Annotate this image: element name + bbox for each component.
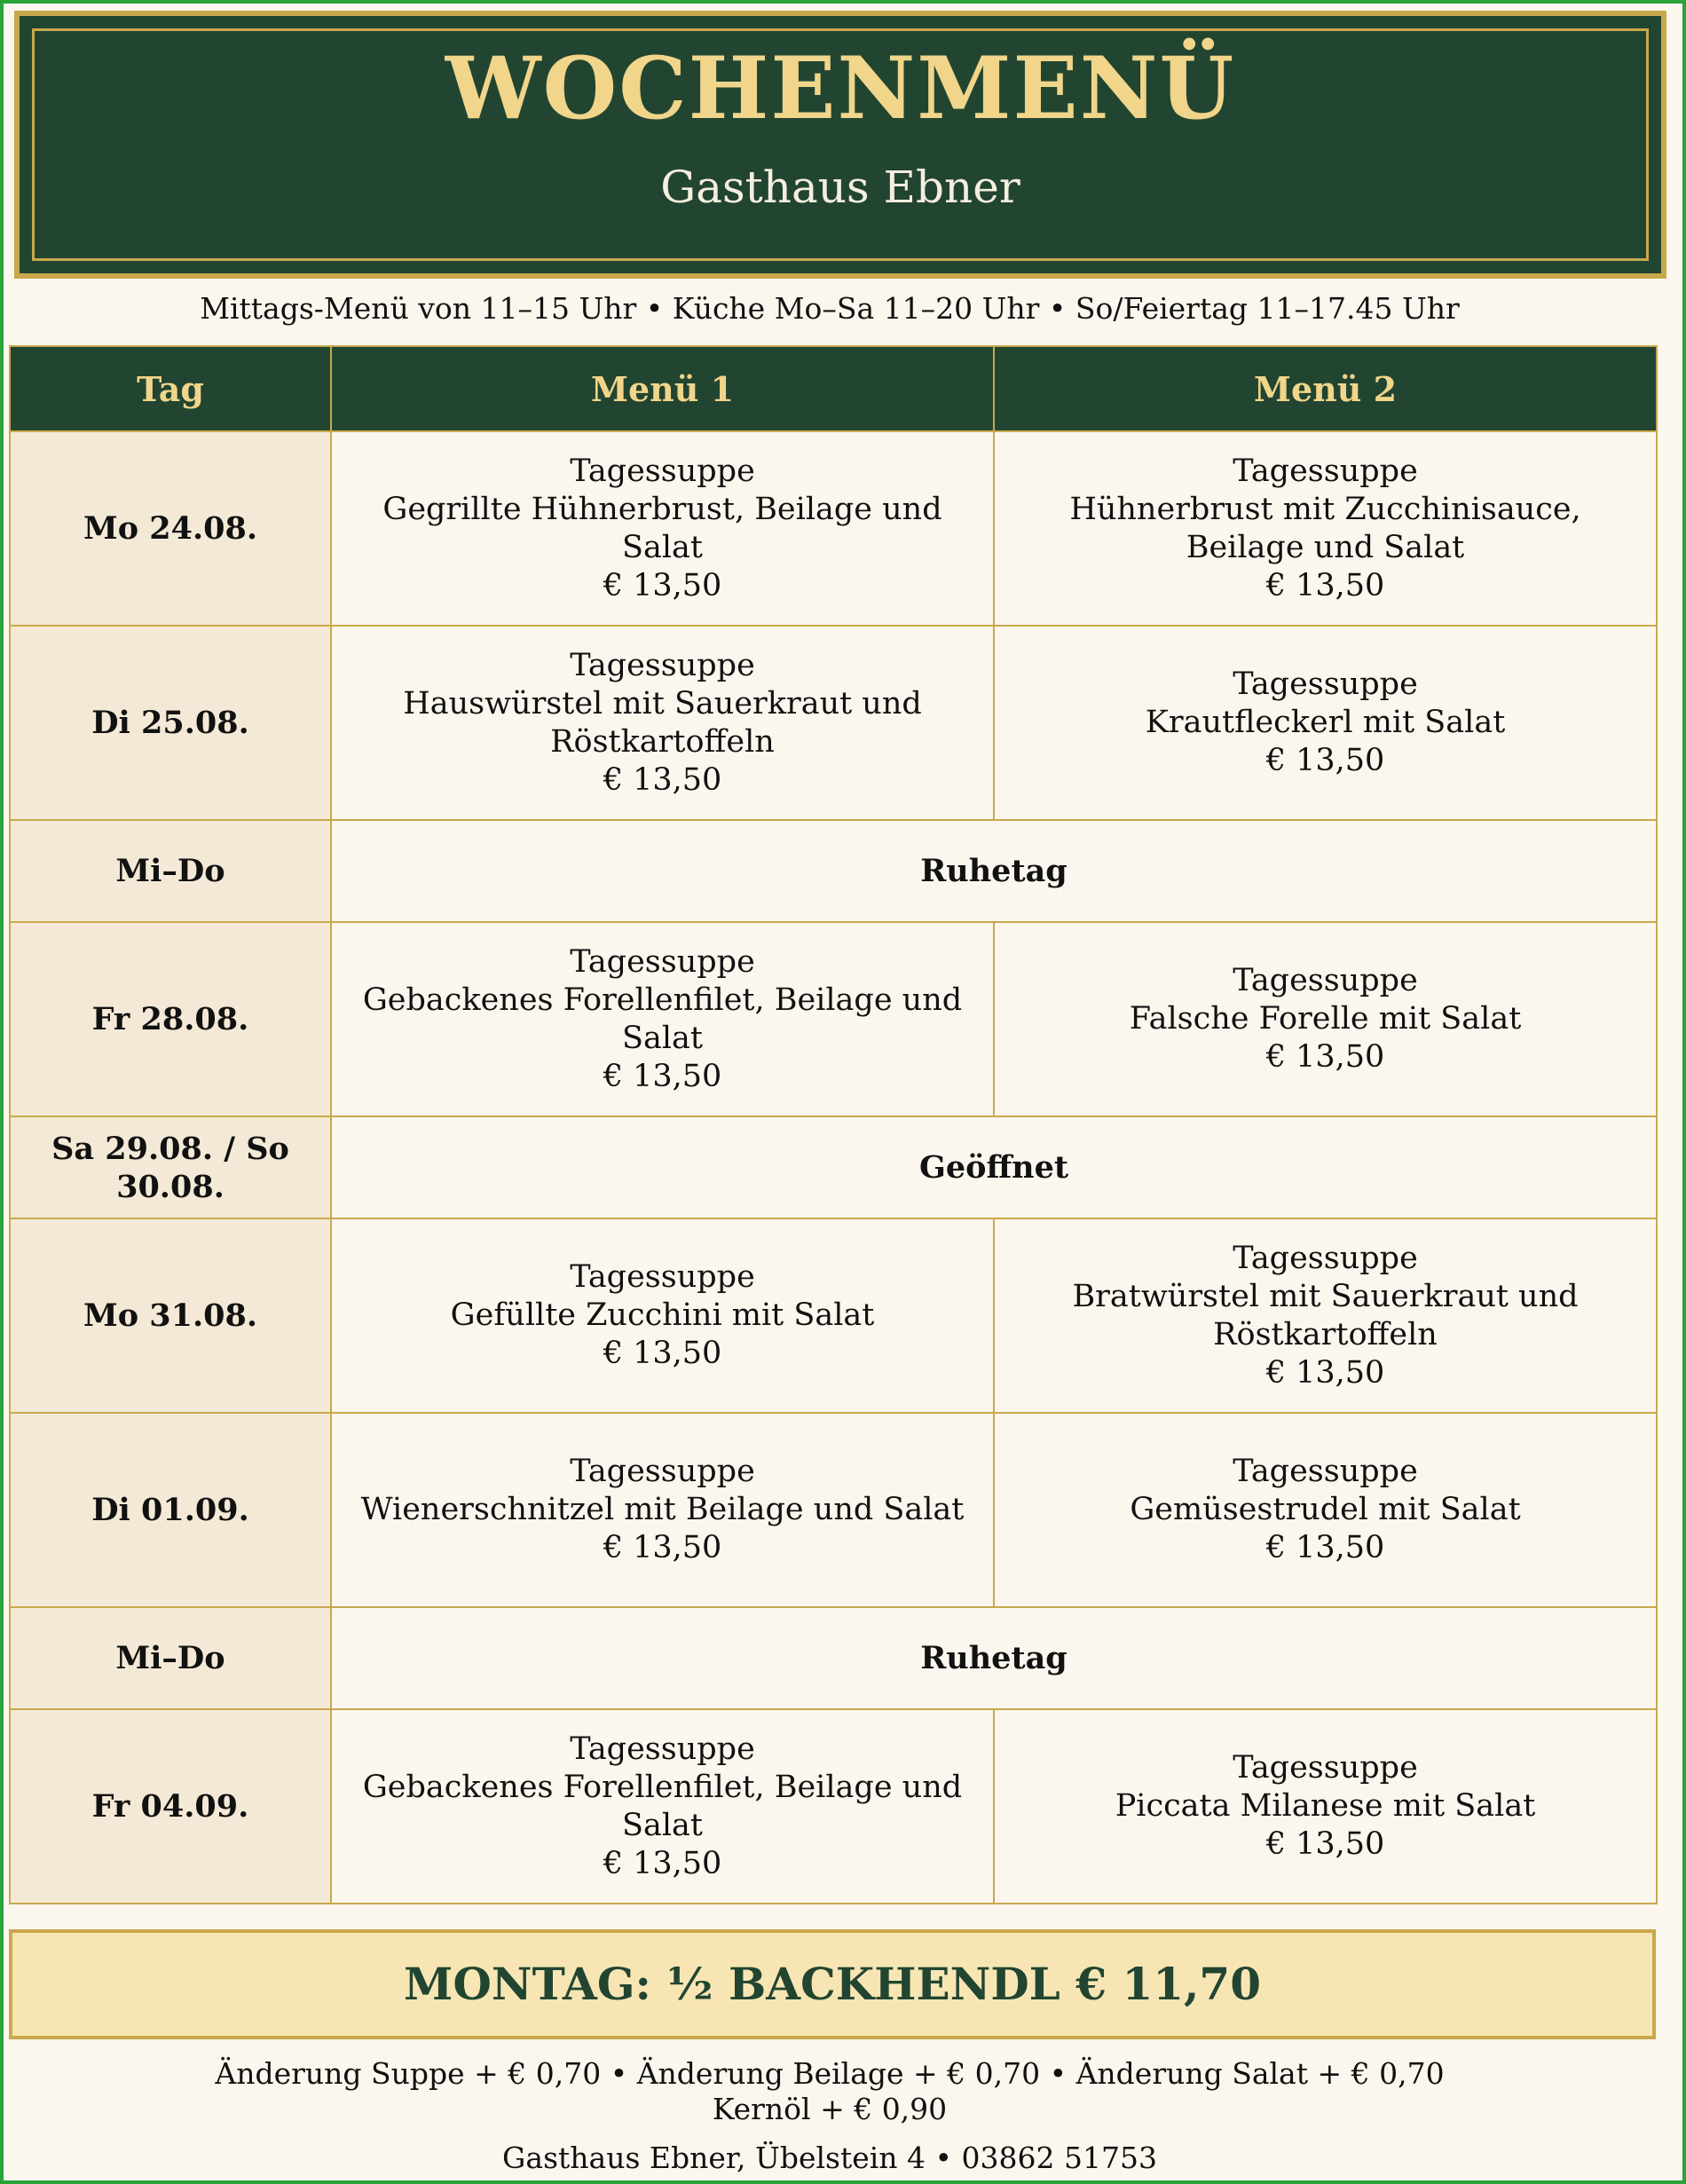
soup-line: Tagessuppe [570,453,755,489]
weekly-menu-table [9,345,1658,1904]
dish-line: Gebackenes Forellenfilet, Beilage und Salat [362,1769,963,1843]
dish-line: Bratwürstel mit Sauerkraut und Röstkartoffeln [1072,1278,1579,1352]
menu1-cell [331,1709,994,1904]
address-line: Gasthaus Ebner, Übelstein 4 • 03862 51753 [502,2141,1157,2175]
special-offer-banner: MONTAG: ½ BACKHENDL € 11,70 [9,1929,1656,2039]
price-line: € 13,50 [1265,1039,1385,1075]
price-line: € 13,50 [603,567,722,603]
table-row [10,1116,1657,1218]
dish-line: Gefüllte Zucchini mit Salat [450,1297,875,1333]
dish-line: Gegrillte Hühnerbrust, Beilage und Salat [382,491,942,565]
price-line: € 13,50 [1265,567,1385,603]
table-row [10,1218,1657,1413]
menu2-cell [994,1218,1657,1413]
price-line: € 13,50 [1265,1530,1385,1565]
table-row [10,922,1657,1116]
dish-line: Wienerschnitzel mit Beilage und Salat [360,1492,965,1527]
price-line: € 13,50 [1265,743,1385,778]
price-line: € 13,50 [1265,1354,1385,1391]
price-line: € 13,50 [1265,1826,1385,1862]
menu1-cell [331,626,994,820]
column-header-day: Tag [10,346,331,431]
day-cell: Di 25.08. [10,626,331,820]
day-cell: Sa 29.08. / So 30.08. [10,1116,331,1218]
menu1-cell [331,431,994,626]
soup-line: Tagessuppe [1233,1454,1418,1489]
kernoel-price: Kernöl + € 0,90 [712,2092,948,2126]
table-row [10,1709,1657,1904]
price-line: € 13,50 [603,1845,722,1881]
dish-line: Hauswürstel mit Sauerkraut und Röstkartoffeln [403,685,922,760]
day-cell: Mo 24.08. [10,431,331,626]
dish-line: Hühnerbrust mit Zucchinisauce, Beilage und Salat [1069,491,1581,565]
opening-hours: Mittags-Menü von 11–15 Uhr • Küche Mo–Sa 11–20 Uhr • So/Feiertag 11–17.45 Uhr [200,291,1460,326]
column-header-menu1: Menü 1 [331,346,994,431]
day-status-cell: Geöffnet [331,1116,1657,1218]
table-header-row [10,346,1657,431]
soup-line: Tagessuppe [1233,1240,1418,1276]
dish-line: Gemüsestrudel mit Salat [1130,1492,1521,1527]
price-line: € 13,50 [603,1530,722,1565]
restaurant-name: Gasthaus Ebner [660,162,1020,213]
menu1-cell [331,1413,994,1607]
table-row [10,1607,1657,1709]
table-row [10,431,1657,626]
soup-line: Tagessuppe [570,1259,755,1295]
dish-line: Krautfleckerl mit Salat [1145,705,1506,740]
day-cell: Mi–Do [10,820,331,922]
table-row [10,820,1657,922]
header-panel [14,11,1666,279]
soup-line: Tagessuppe [1233,1750,1418,1786]
menu1-cell [331,1218,994,1413]
table-body [10,431,1657,1904]
day-status-cell: Ruhetag [331,1607,1657,1709]
soup-line: Tagessuppe [1233,963,1418,998]
dish-line: Falsche Forelle mit Salat [1129,1001,1522,1037]
menu2-cell [994,626,1657,820]
price-line: € 13,50 [603,1336,722,1371]
price-line: € 13,50 [603,1058,722,1094]
menu2-cell [994,1709,1657,1904]
day-cell: Fr 28.08. [10,922,331,1116]
dish-line: Gebackenes Forellenfilet, Beilage und Salat [362,982,963,1056]
menu1-cell [331,922,994,1116]
day-cell: Mi–Do [10,1607,331,1709]
menu2-cell [994,922,1657,1116]
dish-line: Piccata Milanese mit Salat [1115,1788,1536,1824]
day-cell: Mo 31.08. [10,1218,331,1413]
menu2-cell [994,431,1657,626]
price-changes-note [4,2056,1656,2127]
price-line: € 13,50 [603,761,722,798]
page-title: WOCHENMENÜ [445,38,1236,138]
column-header-menu2: Menü 2 [994,346,1657,431]
soup-line: Tagessuppe [1233,453,1418,489]
table-row [10,1413,1657,1607]
soup-line: Tagessuppe [570,647,755,683]
side-change-prices: Änderung Suppe + € 0,70 • Änderung Beilage + € 0,70 • Änderung Salat + € 0,70 [215,2056,1445,2091]
soup-line: Tagessuppe [570,1731,755,1767]
soup-line: Tagessuppe [1233,666,1418,702]
soup-line: Tagessuppe [570,943,755,980]
day-cell: Fr 04.09. [10,1709,331,1904]
day-status-cell: Ruhetag [331,820,1657,922]
soup-line: Tagessuppe [570,1454,755,1489]
menu2-cell [994,1413,1657,1607]
day-cell: Di 01.09. [10,1413,331,1607]
table-row [10,626,1657,820]
